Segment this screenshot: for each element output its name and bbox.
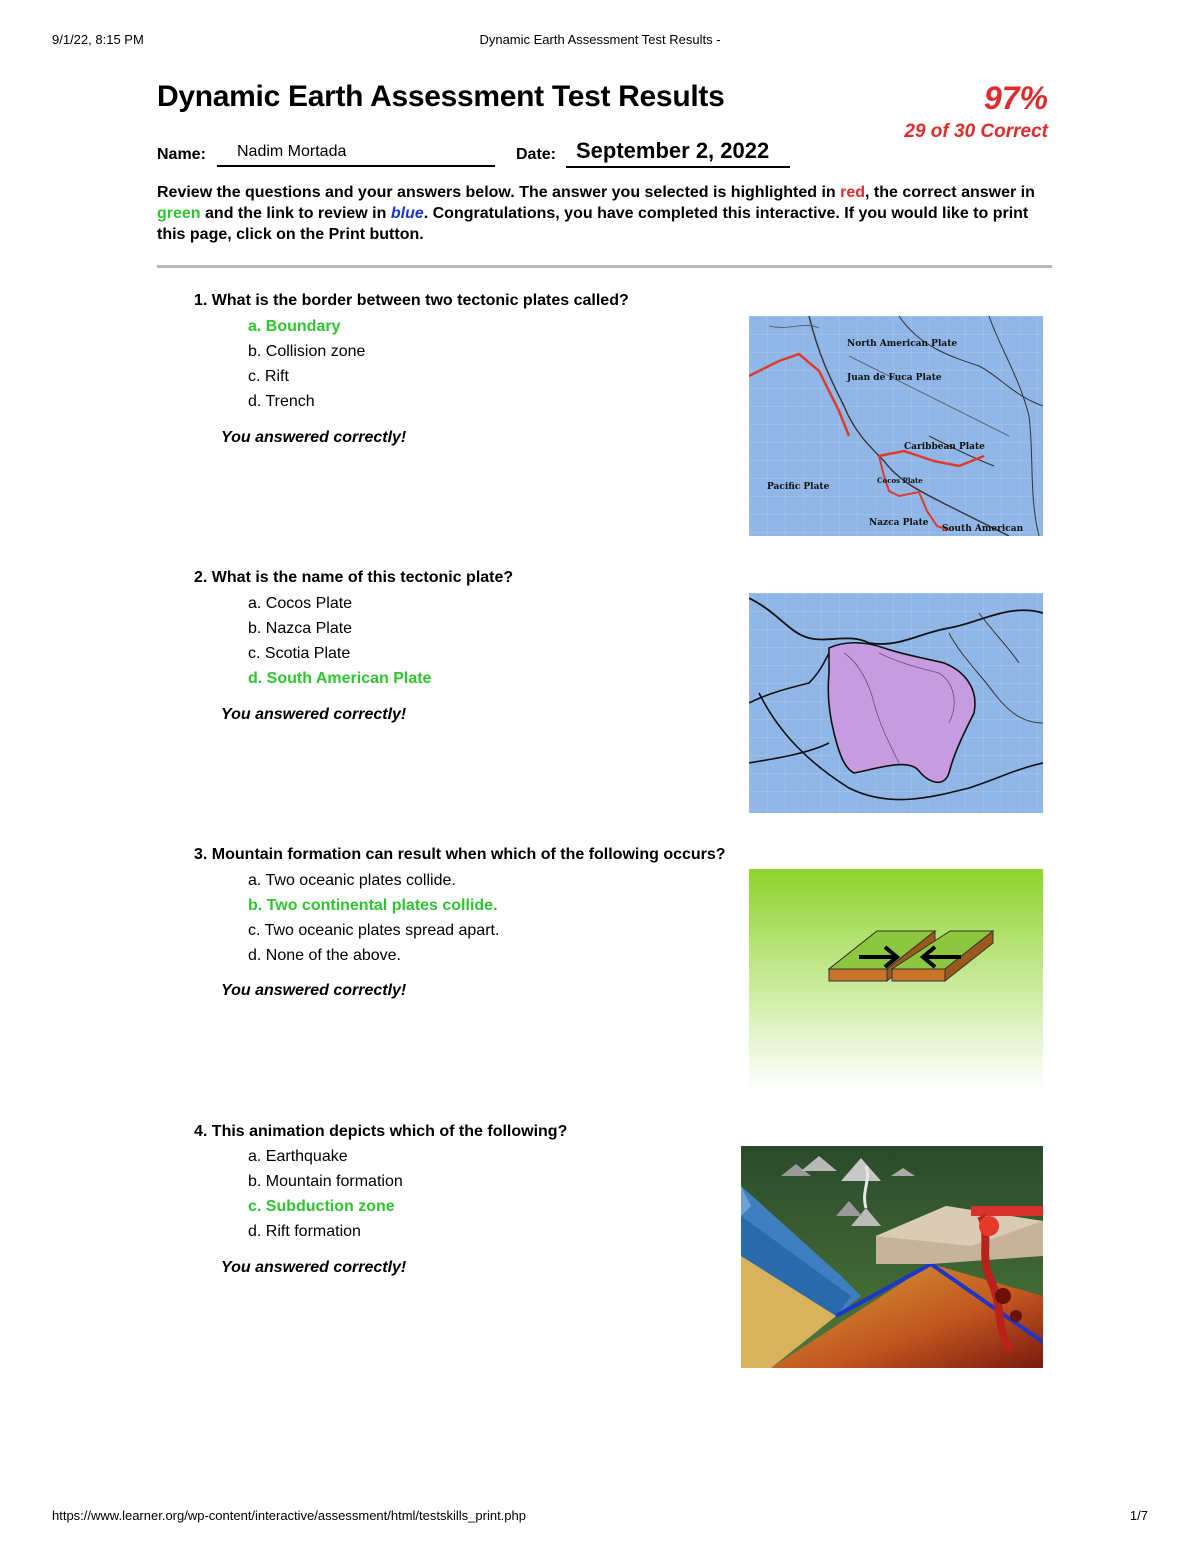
colliding-plates-animation: [749, 869, 1043, 1089]
print-datetime: 9/1/22, 8:15 PM: [52, 32, 144, 47]
option: b. Mountain formation: [248, 1173, 403, 1190]
south-american-plate-map: [749, 593, 1043, 813]
option: c. Rift: [248, 368, 289, 385]
map-label: Caribbean Plate: [904, 442, 985, 452]
question-3-options: [248, 868, 499, 968]
feedback: You answered correctly!: [221, 982, 407, 999]
question-4-options: [248, 1144, 403, 1244]
date-value: September 2, 2022: [576, 138, 770, 163]
option: d. Trench: [248, 393, 315, 410]
option-correct: a. Boundary: [248, 318, 341, 335]
option: b. Collision zone: [248, 343, 366, 360]
divider: [157, 265, 1052, 268]
option: a. Earthquake: [248, 1148, 348, 1165]
map-label: Nazca Plate: [869, 518, 929, 528]
option: b. Nazca Plate: [248, 620, 353, 637]
blue-legend: blue: [390, 205, 424, 222]
green-legend: green: [157, 205, 201, 222]
subduction-zone-animation: [741, 1146, 1043, 1368]
map-label: North American Plate: [847, 339, 958, 349]
option: c. Scotia Plate: [248, 645, 351, 662]
feedback: You answered correctly!: [221, 429, 407, 446]
option: d. Rift formation: [248, 1223, 361, 1240]
option-correct: c. Subduction zone: [248, 1198, 395, 1215]
question-2-options: [248, 591, 431, 691]
score-percent: 97%: [983, 80, 1048, 116]
option: a. Two oceanic plates collide.: [248, 872, 456, 889]
map-label: Juan de Fuca Plate: [847, 373, 942, 383]
page-number: 1/7: [1129, 1508, 1148, 1523]
score-summary: 29 of 30 Correct: [904, 121, 1048, 142]
red-legend: red: [840, 184, 866, 201]
name-label: Name:: [157, 146, 206, 163]
question-4: 4. This animation depicts which of the following?: [194, 1123, 568, 1140]
question-1-options: [248, 314, 365, 414]
date-label: Date:: [516, 146, 557, 163]
feedback: You answered correctly!: [221, 1259, 407, 1276]
name-value: Nadim Mortada: [237, 143, 347, 160]
plate-boundaries-map: [749, 316, 1043, 536]
map-label: Cocos Plate: [877, 476, 923, 485]
map-label: South American: [942, 524, 1024, 534]
option: d. None of the above.: [248, 947, 401, 964]
option: a. Cocos Plate: [248, 595, 353, 612]
question-1: 1. What is the border between two tectonic plates called?: [194, 292, 629, 309]
question-3: 3. Mountain formation can result when which of the following occurs?: [194, 846, 726, 863]
feedback: You answered correctly!: [221, 706, 407, 723]
option: c. Two oceanic plates spread apart.: [248, 922, 500, 939]
footer-url: https://www.learner.org/wp-content/interactive/assessment/html/testskills_print.php: [52, 1508, 526, 1523]
map-label: Pacific Plate: [767, 482, 830, 492]
option-correct: b. Two continental plates collide.: [248, 897, 498, 914]
instructions: Review the questions and your answers below. The answer you selected is highlighted in red, the correct answer in green and the link to review in blue. Congratulations, you have completed this interactive. If you would like to print this page, click on the Print button.: [157, 184, 1035, 243]
page-title: Dynamic Earth Assessment Test Results: [157, 80, 725, 113]
print-doc-title: Dynamic Earth Assessment Test Results -: [479, 32, 721, 47]
question-2: 2. What is the name of this tectonic plate?: [194, 569, 514, 586]
option-correct: d. South American Plate: [248, 670, 432, 687]
